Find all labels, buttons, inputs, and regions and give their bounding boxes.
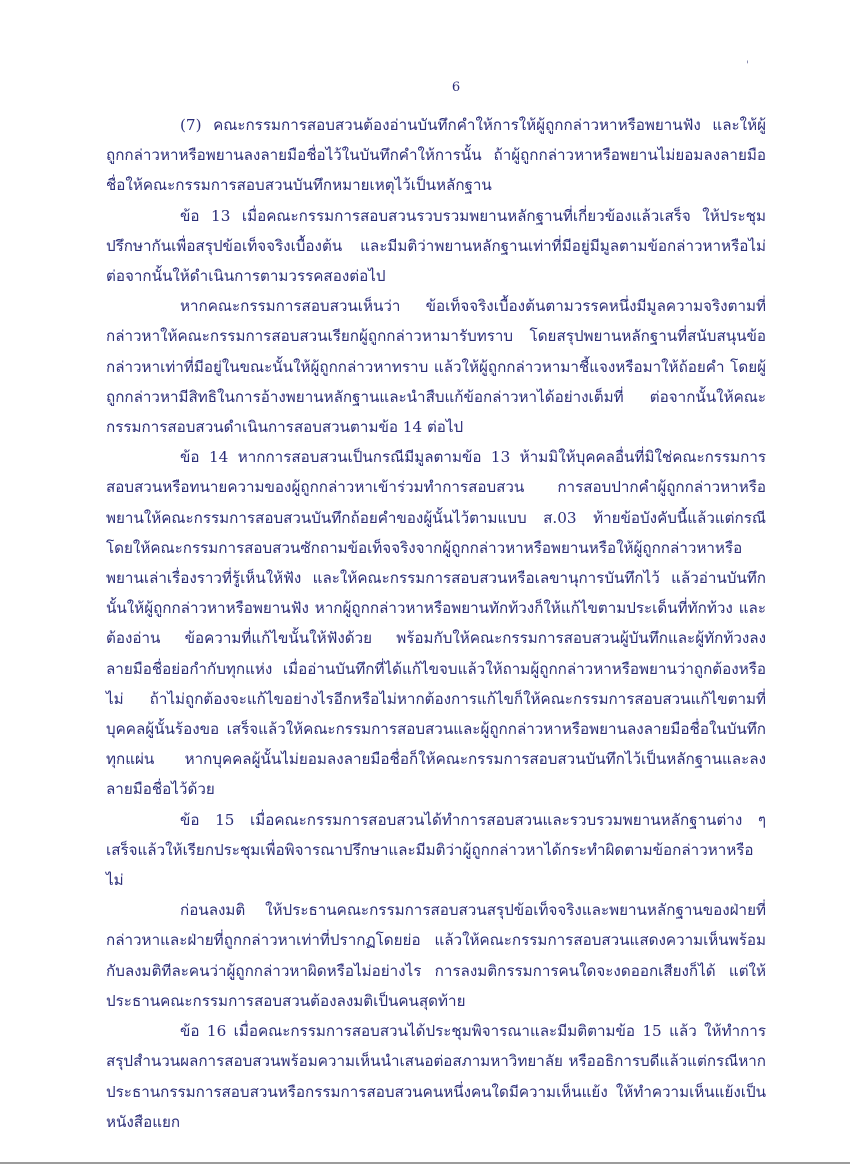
paragraph-article-13: ข้อ 13 เมื่อคณะกรรมการสอบสวนรวบรวมพยานหลักฐานที่เกี่ยวข้องแล้วเสร็จ ให้ประชุมปรึกษากันเพื่อสรุปข้อเท็จจริงเบื้องต้น และมีมติว่าพยานหลักฐานเท่าที่มีอยู่มีมูลตามข้อกล่าวหาหรือไม่ ต่อจากนั้นให้ดำเนินการตามวรรคสองต่อไป [106, 206, 766, 286]
paragraph-article-15: ข้อ 15 เมื่อคณะกรรมการสอบสวนได้ทำการสอบสวนและรวบรวมพยานหลักฐานต่าง ๆ เสร็จแล้วให้เรียกประชุมเพื่อพิจารณาปรึกษาและมีมติว่าผู้ถูกกล่าวหาได้กระทำผิดตามข้อกล่าวหาหรือไม่ [106, 810, 766, 890]
paragraph-article-15-second: ก่อนลงมติ ให้ประธานคณะกรรมการสอบสวนสรุปข้อเท็จจริงและพยานหลักฐานของฝ่ายที่กล่าวหาและฝ่ายที่ถูกกล่าวหาเท่าที่ปรากฏโดยย่อ แล้วให้คณะกรรมการสอบสวนแสดงความเห็นพร้อมกับลงมติทีละคนว่าผู้ถูกกล่าวหาผิดหรือไม่อย่างไร การลงมติกรรมการคนใดจะงดออกเสียงก็ได้ แต่ให้ประธานคณะกรรมการสอบสวนต้องลงมติเป็นคนสุดท้าย [106, 901, 766, 1010]
paragraph-article-14: ข้อ 14 หากการสอบสวนเป็นกรณีมีมูลตามข้อ 13 ห้ามมิให้บุคคลอื่นที่มิใช่คณะกรรมการสอบสวนหรือทนายความของผู้ถูกกล่าวหาเข้าร่วมทำการสอบสวน การสอบปากคำผู้ถูกกล่าวหาหรือพยานให้คณะกรรมการสอบสวนบันทึกถ้อยคำของผู้นั้นไว้ตามแบบ ส.03 ท้ายข้อบังคับนี้แล้วแต่กรณี โดยให้คณะกรรมการสอบสวนซักถามข้อเท็จจริงจากผู้ถูกกล่าวหาหรือพยานหรือให้ผู้ถูกกล่าวหาหรือพยานเล่าเรื่องราวที่รู้เห็นให้ฟัง และให้คณะกรรมการสอบสวนหรือเลขานุการบันทึกไว้ แล้วอ่านบันทึกนั้นให้ผู้ถูกกล่าวหาหรือพยานฟัง หากผู้ถูกกล่าวหาหรือพยานทักท้วงก็ให้แก้ไขตามประเด็นที่ทักท้วง และต้องอ่าน ข้อความที่แก้ไขนั้นให้ฟังด้วย พร้อมกับให้คณะกรรมการสอบสวนผู้บันทึกและผู้ทักท้วงลงลายมือชื่อย่อกำกับทุกแห่ง เมื่ออ่านบันทึกที่ได้แก้ไขจบแล้วให้ถามผู้ถูกกล่าวหาหรือพยานว่าถูกต้องหรือไม่ ถ้าไม่ถูกต้องจะแก้ไขอย่างไรอีกหรือไม่หากต้องการแก้ไขก็ให้คณะกรรมการสอบสวนแก้ไขตามที่บุคคลผู้นั้นร้องขอ เสร็จแล้วให้คณะกรรมการสอบสวนและผู้ถูกกล่าวหาหรือพยานลงลายมือชื่อในบันทึกทุกแผ่น หากบุคคลผู้นั้นไม่ยอมลงลายมือชื่อก็ให้คณะกรรมการสอบสวนบันทึกไว้เป็นหลักฐานและลงลายมือชื่อไว้ด้วย [106, 448, 766, 799]
scan-bottom-edge [0, 1162, 850, 1164]
paragraph-article-16: ข้อ 16 เมื่อคณะกรรมการสอบสวนได้ประชุมพิจารณาและมีมติตามข้อ 15 แล้ว ให้ทำการสรุปสำนวนผลการสอบสวนพร้อมความเห็นนำเสนอต่อสภามหาวิทยาลัย หรืออธิการบดีแล้วแต่กรณีหากประธานกรรมการสอบสวนหรือกรรมการสอบสวนคนหนึ่งคนใดมีความเห็นแย้ง ให้ทำความเห็นแย้งเป็นหนังสือแยก [106, 1022, 766, 1131]
corner-mark: ' [746, 60, 749, 71]
document-body [106, 110, 766, 1137]
paragraph-clause-7: (7) คณะกรรมการสอบสวนต้องอ่านบันทึกคำให้การให้ผู้ถูกกล่าวหาหรือพยานฟัง และให้ผู้ถูกกล่าวหาหรือพยานลงลายมือชื่อไว้ในบันทึกคำให้การนั้น ถ้าผู้ถูกกล่าวหาหรือพยานไม่ยอมลงลายมือชื่อให้คณะกรรมการสอบสวนบันทึกหมายเหตุไว้เป็นหลักฐาน [106, 116, 766, 195]
paragraph-article-13-second: หากคณะกรรมการสอบสวนเห็นว่า ข้อเท็จจริงเบื้องต้นตามวรรคหนึ่งมีมูลความจริงตามที่กล่าวหาให้คณะกรรมการสอบสวนเรียกผู้ถูกกล่าวหามารับทราบ โดยสรุปพยานหลักฐานที่สนับสนุนข้อกล่าวหาเท่าที่มีอยู่ในขณะนั้นให้ผู้ถูกกล่าวหาทราบ แล้วให้ผู้ถูกกล่าวหามาชี้แจงหรือมาให้ถ้อยคำ โดยผู้ถูกกล่าวหามีสิทธิในการอ้างพยานหลักฐานและนำสืบแก้ข้อกล่าวหาได้อย่างเต็มที่ ต่อจากนั้นให้คณะกรรมการสอบสวนดำเนินการสอบสวนตามข้อ 14 ต่อไป [106, 297, 766, 437]
page-number: 6 [451, 80, 461, 95]
